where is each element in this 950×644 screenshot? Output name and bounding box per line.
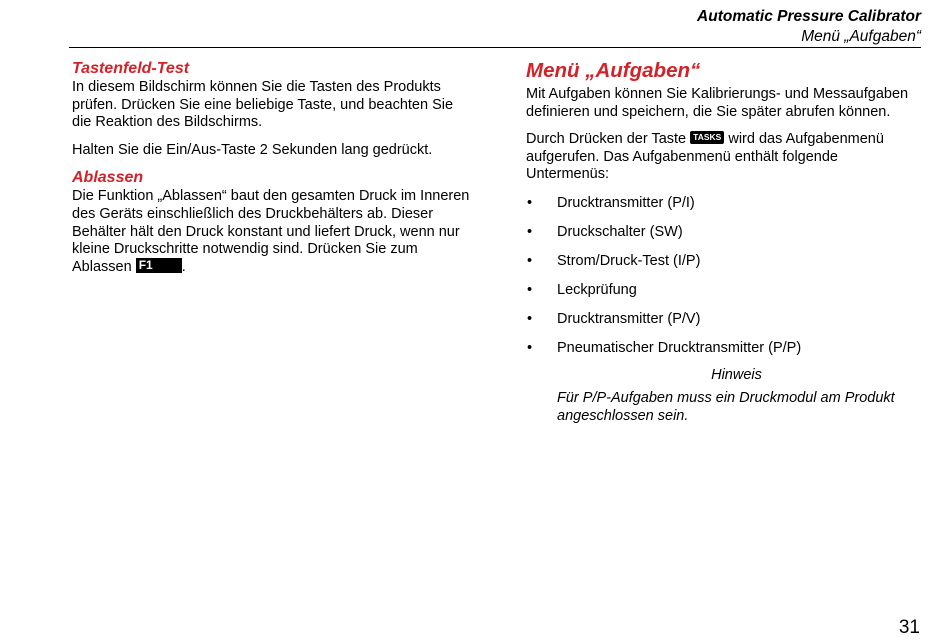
note-heading: Hinweis	[711, 367, 762, 384]
right-column	[526, 59, 916, 425]
header-subtitle: Menü „Aufgaben“	[801, 28, 921, 45]
f1-key-icon: F1	[136, 258, 182, 273]
list-item-label: Drucktransmitter (P/V)	[557, 310, 701, 327]
left-column	[72, 59, 472, 276]
power-key-paragraph: Halten Sie die Ein/Aus-Taste 2 Sekunden lang gedrückt.	[72, 141, 433, 158]
tasks-key-icon: TASKS	[690, 131, 724, 144]
submenu-list	[526, 195, 916, 358]
page-number: 31	[898, 617, 920, 638]
list-item-label: Drucktransmitter (P/I)	[557, 194, 695, 211]
bullet-icon: •	[527, 281, 533, 298]
section-heading-keypad-test: Tastenfeld-Test	[72, 60, 190, 77]
note-body: Für P/P-Aufgaben muss ein Druckmodul am Produkt angeschlossen sein.	[557, 390, 895, 424]
tasks-intro-paragraph: Mit Aufgaben können Sie Kalibrierungs- und Messaufgaben definieren und speichern, die Sie später abrufen können.	[526, 86, 909, 120]
list-item-label: Druckschalter (SW)	[557, 223, 683, 240]
section-heading-vent: Ablassen	[72, 169, 144, 187]
list-item	[526, 224, 916, 242]
header-title: Automatic Pressure Calibrator	[697, 8, 921, 25]
list-item	[526, 195, 916, 213]
keypad-test-paragraph: In diesem Bildschirm können Sie die Tasten des Produkts prüfen. Drücken Sie eine beliebige Taste, und beachten Sie die Reaktion des Bildschirms.	[72, 79, 454, 131]
section-heading-tasks-menu: Menü „Aufgaben“	[526, 59, 701, 82]
tasks-key-text-before: Durch Drücken der Taste	[526, 131, 687, 148]
bullet-icon: •	[527, 252, 533, 269]
tasks-key-text-after: wird das Aufgabenmenü aufgerufen. Das Aufgabenmenü enthält folgende Untermenüs:	[526, 131, 884, 183]
list-item-label: Leckprüfung	[557, 281, 637, 298]
list-item	[526, 340, 916, 358]
tasks-key-paragraph	[526, 131, 916, 184]
list-item	[526, 282, 916, 300]
list-item-label: Pneumatischer Drucktransmitter (P/P)	[557, 339, 802, 356]
list-item	[526, 253, 916, 271]
vent-paragraph-end: .	[181, 258, 186, 275]
bullet-icon: •	[527, 194, 533, 211]
header-rule	[69, 47, 921, 48]
list-item	[526, 311, 916, 329]
vent-paragraph-text: Die Funktion „Ablassen“ baut den gesamten Druck im Inneren des Geräts einschließlich des Druckbehälters ab. Dieser Behälter hält den Druck konstant und liefert Druck, wenn nur kleine Druckschritte notwendig sind. Drücken Sie zum Ablassen	[72, 188, 470, 275]
bullet-icon: •	[527, 339, 533, 356]
bullet-icon: •	[527, 223, 533, 240]
vent-paragraph	[72, 188, 472, 276]
bullet-icon: •	[527, 310, 533, 327]
list-item-label: Strom/Druck-Test (I/P)	[557, 252, 701, 269]
